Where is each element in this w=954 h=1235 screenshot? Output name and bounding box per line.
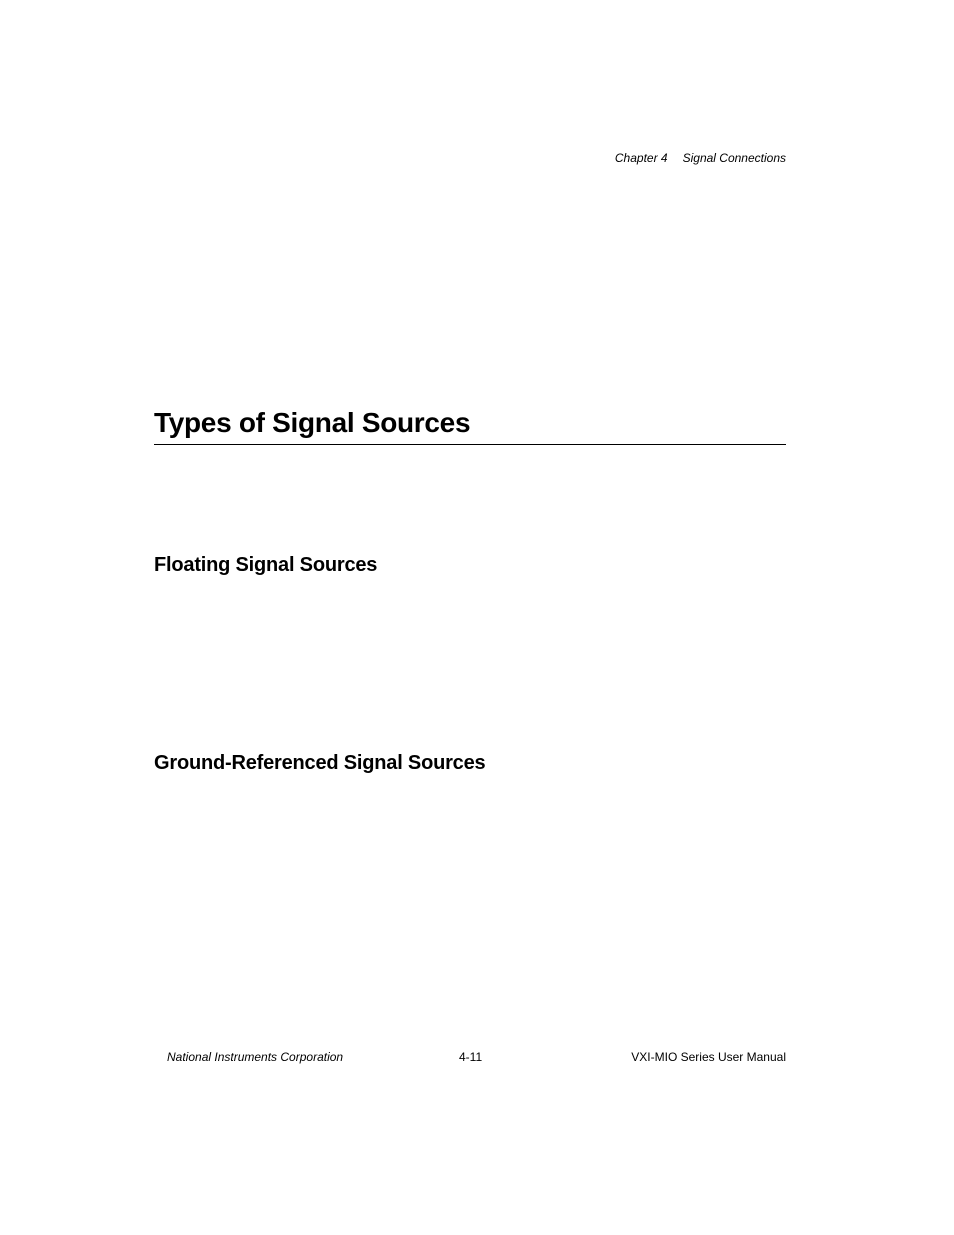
header-chapter: Chapter 4 [614,151,668,165]
footer-page-number: 4-11 [459,1050,483,1064]
section-heading-ground-referenced: Ground-Referenced Signal Sources [154,752,486,774]
footer-manual-title: VXI-MIO Series User Manual [631,1050,786,1064]
section-heading-floating: Floating Signal Sources [154,554,378,576]
page-title: Types of Signal Sources [154,407,786,445]
header-section: Signal Connections [682,151,786,165]
running-header [615,151,786,165]
footer-company: National Instruments Corporation [167,1050,344,1064]
